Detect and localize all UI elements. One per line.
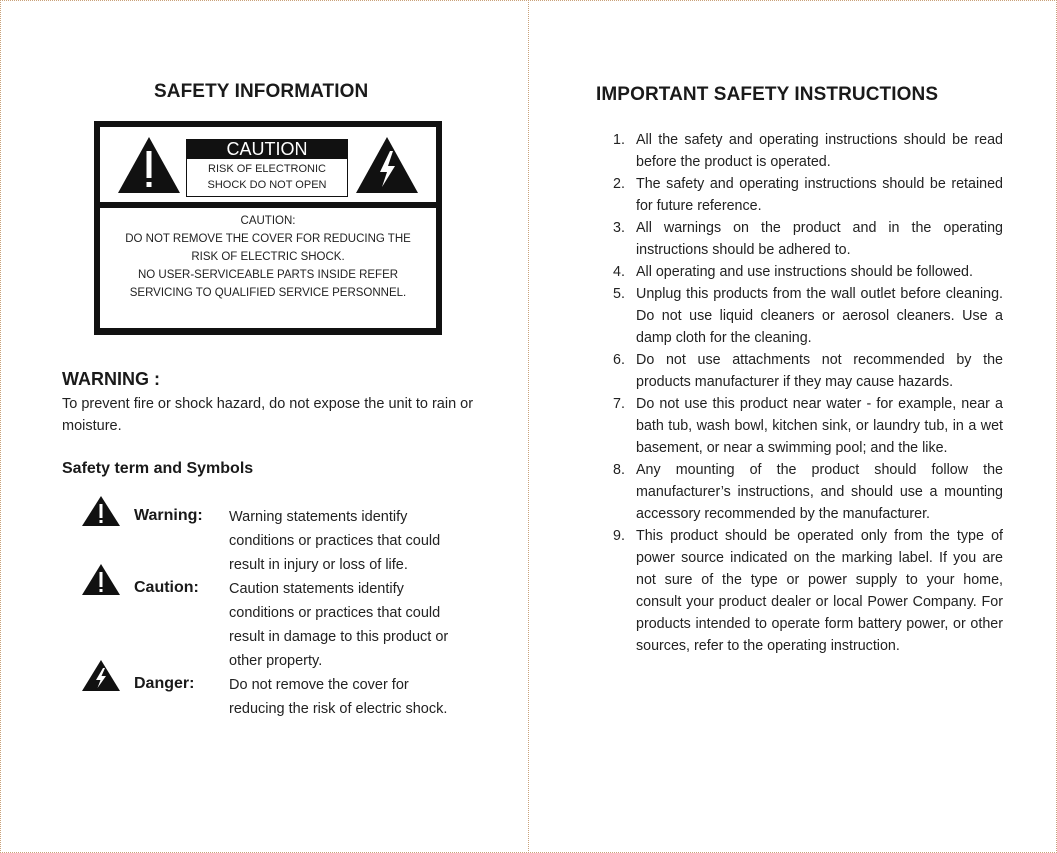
- symbols-heading: Safety term and Symbols: [62, 460, 254, 477]
- caution-label-box: [94, 121, 442, 335]
- symbol-term: Danger:: [134, 675, 195, 692]
- lightning-triangle-icon: [354, 135, 420, 195]
- list-item: [529, 459, 1057, 525]
- symbol-description-line: result in injury or loss of life.: [229, 557, 408, 573]
- symbol-description-line: result in damage to this product or: [229, 629, 449, 645]
- list-item-text: Do not use attachments not recommended by the products manufacturer if they may cause hazards.: [636, 352, 1003, 390]
- list-item: [529, 173, 1057, 217]
- caution-body-panel: [100, 208, 436, 328]
- list-item: [529, 261, 1057, 283]
- list-item-number: 7.: [613, 396, 625, 412]
- symbol-description: [229, 673, 474, 721]
- exclamation-triangle-icon: [81, 563, 121, 596]
- symbol-description-line: reducing the risk of electric shock.: [229, 701, 448, 717]
- list-item: [529, 525, 1057, 657]
- list-item-number: 6.: [613, 352, 625, 368]
- list-item-number: 8.: [613, 462, 625, 478]
- warning-heading: WARNING :: [62, 369, 160, 389]
- list-item-text: This product should be operated only from the type of power source indicated on the marking label. If you are not sure of the type or power supply to your home, consult your product dealer or local Power Company. For products intended to operate form battery power, or other sources, refer to the operating instruction.: [636, 528, 1003, 654]
- list-item: [529, 393, 1057, 459]
- caution-title: CAUTION: [186, 139, 348, 159]
- exclamation-triangle-icon: [81, 495, 121, 527]
- list-item-text: The safety and operating instructions should be retained for future reference.: [636, 176, 1003, 214]
- symbol-description: [229, 577, 474, 673]
- list-item-number: 2.: [613, 176, 625, 192]
- list-item-text: Do not use this product near water - for example, near a bath tub, wash bowl, kitchen sink, or laundry tub, in a wet basement, or near a swimming pool; and the like.: [636, 396, 1003, 456]
- warning-text: To prevent fire or shock hazard, do not expose the unit to rain or moisture.: [62, 396, 474, 434]
- symbol-description-line: conditions or practices that could: [229, 605, 441, 621]
- page-title: IMPORTANT SAFETY INSTRUCTIONS: [596, 84, 939, 105]
- symbol-term: Warning:: [134, 507, 203, 524]
- list-item-text: Any mounting of the product should follow the manufacturer’s instructions, and should use a mounting accessory recommended by the manufacturer.: [636, 462, 1003, 522]
- right-page: [528, 0, 1057, 853]
- list-item-number: 9.: [613, 528, 625, 544]
- list-item: [529, 349, 1057, 393]
- list-item-text: All the safety and operating instructions should be read before the product is operated.: [636, 132, 1003, 170]
- page-title: SAFETY INFORMATION: [154, 81, 369, 102]
- instruction-list: [529, 129, 1057, 657]
- symbol-description-line: conditions or practices that could: [229, 533, 441, 549]
- list-item-number: 4.: [613, 264, 625, 280]
- list-item-number: 3.: [613, 220, 625, 236]
- list-item-text: All warnings on the product and in the operating instructions should be adhered to.: [636, 220, 1003, 258]
- list-item-number: 1.: [613, 132, 625, 148]
- caution-subtitle-line: RISK OF ELECTRONIC: [208, 163, 326, 175]
- list-item-text: Unplug this products from the wall outlet before cleaning. Do not use liquid cleaners or aerosol cleaners. Use a damp cloth for the cleaning.: [636, 286, 1003, 346]
- lightning-triangle-icon: [81, 659, 121, 692]
- caution-body-line: CAUTION:: [240, 215, 296, 227]
- symbol-description-line: other property.: [229, 653, 323, 669]
- caution-subtitle-line: SHOCK DO NOT OPEN: [207, 179, 327, 191]
- symbol-description: [229, 505, 474, 577]
- symbol-description-line: Warning statements identify: [229, 509, 408, 525]
- symbol-term: Caution:: [134, 579, 199, 596]
- caution-body-line: SERVICING TO QUALIFIED SERVICE PERSONNEL.: [129, 287, 407, 299]
- caution-body-line: DO NOT REMOVE THE COVER FOR REDUCING THE: [125, 233, 411, 245]
- caution-subtitle: [186, 159, 348, 197]
- symbol-description-line: Caution statements identify: [229, 581, 404, 597]
- exclamation-triangle-icon: [116, 135, 182, 195]
- list-item: [529, 129, 1057, 173]
- list-item: [529, 283, 1057, 349]
- list-item-text: All operating and use instructions should be followed.: [636, 264, 973, 280]
- symbol-description-line: Do not remove the cover for: [229, 677, 409, 693]
- caution-header-panel: [100, 127, 436, 202]
- caution-body-line: NO USER-SERVICEABLE PARTS INSIDE REFER: [137, 269, 399, 281]
- caution-body-line: RISK OF ELECTRIC SHOCK.: [191, 251, 345, 263]
- list-item-number: 5.: [613, 286, 625, 302]
- list-item: [529, 217, 1057, 261]
